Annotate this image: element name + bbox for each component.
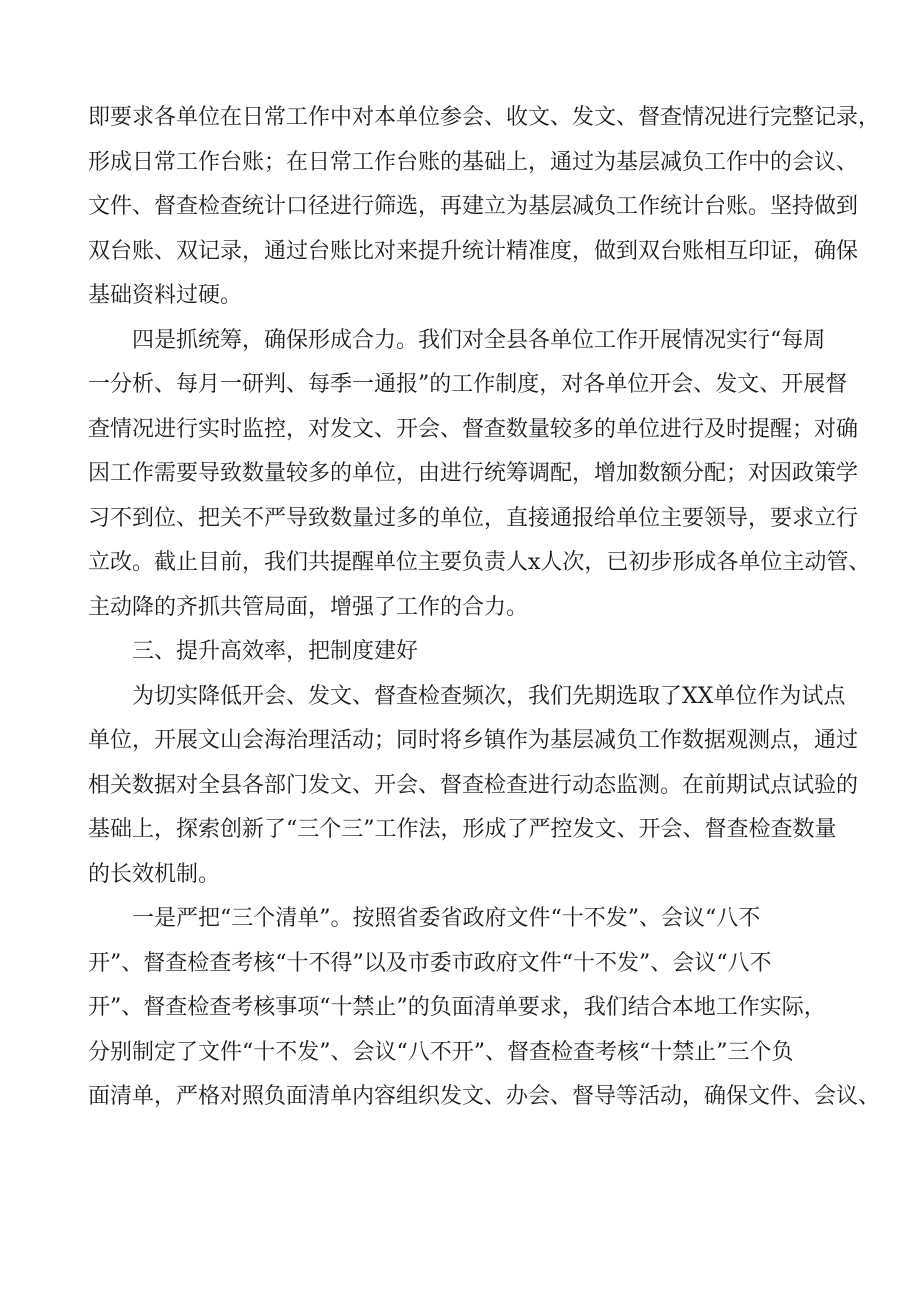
paragraph-ledger-records	[88, 96, 881, 319]
text-line: 单位，开展文山会海治理活动；同时将乡镇作为基层减负工作数据观测点，通过	[88, 728, 859, 753]
text-line: 一分析、每月一研判、每季一通报”的工作制度，对各单位开会、发文、开展督	[88, 372, 848, 397]
text-line: 四是抓统筹，确保形成合力。我们对全县各单位工作开展情况实行“每周	[132, 327, 826, 353]
text-line: 主动降的齐抓共管局面，增强了工作的合力。	[88, 594, 529, 620]
text-line: 为切实降低开会、发文、督查检查频次，我们先期选取了XX单位作为试点	[132, 683, 846, 709]
text-line: 分别制定了文件“十不发”、会议“八不开”、督查检查考核“十禁止”三个负	[88, 1039, 794, 1065]
text-line: 形成日常工作台账；在日常工作台账的基础上，通过为基层减负工作中的会议、	[88, 149, 859, 175]
text-line: 基础上，探索创新了“三个三”工作法，形成了严控发文、开会、督查检查数量	[88, 817, 837, 842]
text-line: 查情况进行实时监控，对发文、开会、督查数量较多的单位进行及时提醒；对确	[88, 416, 859, 442]
text-line: 一是严把“三个清单”。按照省委省政府文件“十不发”、会议“八不	[132, 906, 761, 931]
text-line: 相关数据对全县各部门发文、开会、督查检查进行动态监测。在前期试点试验的	[88, 772, 859, 798]
text-line: 开”、督查检查考核事项“十禁止”的负面清单要求，我们结合本地工作实际，	[88, 995, 826, 1020]
text-line: 双台账、双记录，通过台账比对来提升统计精准度，做到双台账相互印证，确保	[88, 238, 859, 264]
section-heading-text: 三、提升高效率，把制度建好	[132, 639, 419, 664]
text-line: 即要求各单位在日常工作中对本单位参会、收文、发文、督查情况进行完整记录，	[88, 105, 881, 130]
paragraph-three-lists	[88, 897, 881, 1120]
text-line: 开”、督查检查考核“十不得”以及市委市政府文件“十不发”、会议“八不	[88, 950, 772, 976]
text-line: 文件、督查检查统计口径进行筛选，再建立为基层减负工作统计台账。坚持做到	[88, 194, 859, 219]
text-line: 立改。截止目前，我们共提醒单位主要负责人x人次，已初步形成各单位主动管、	[88, 550, 871, 575]
text-line: 习不到位、把关不严导致数量过多的单位，直接通报给单位主要领导，要求立行	[88, 505, 859, 531]
paragraph-pilot-program	[88, 675, 860, 898]
text-line: 的长效机制。	[88, 861, 221, 887]
text-line: 基础资料过硬。	[88, 283, 243, 308]
text-line: 面清单，严格对照负面清单内容组织发文、办会、督导等活动，确保文件、会议、	[88, 1084, 881, 1109]
paragraph-coordination	[88, 319, 871, 631]
section-heading	[88, 630, 860, 675]
text-line: 因工作需要导致数量较多的单位，由进行统筹调配，增加数额分配；对因政策学	[88, 461, 859, 486]
document-body	[88, 96, 881, 1120]
